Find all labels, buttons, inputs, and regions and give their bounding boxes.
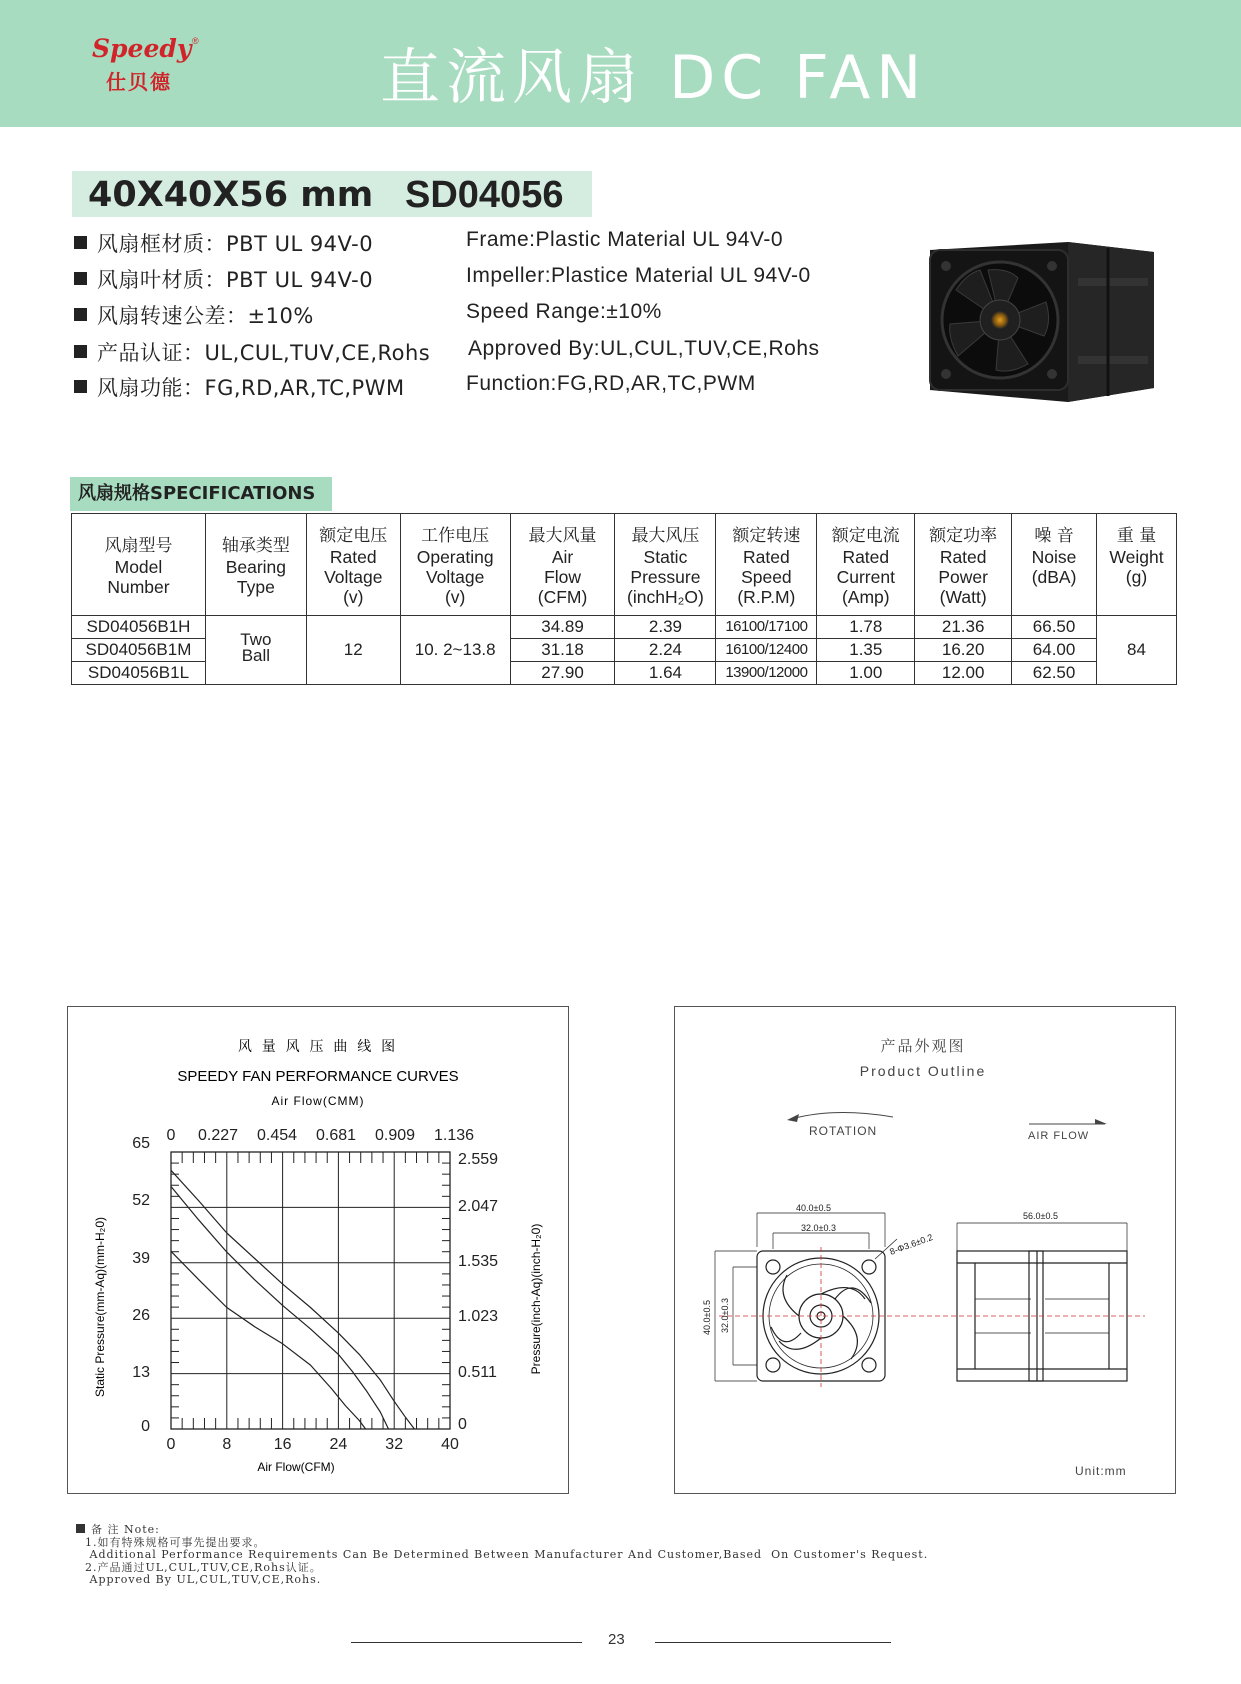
dim-height-hole: 32.0±0.3 xyxy=(720,1298,730,1333)
specs-table xyxy=(71,513,1177,685)
feature-cn: 风扇功能：FG,RD,AR,TC,PWM xyxy=(97,376,405,400)
cell-rated-voltage: 12 xyxy=(306,639,400,662)
dim-holes-diameter: 8-Φ3.6±0.2 xyxy=(888,1232,935,1257)
x-tick-label: 24 xyxy=(329,1436,348,1453)
x-tick-label: 40 xyxy=(441,1436,459,1453)
chart-title: SPEEDY FAN PERFORMANCE CURVES xyxy=(177,1068,459,1085)
right-tick-label: 1.023 xyxy=(458,1308,499,1325)
dim-width: 40.0±0.5 xyxy=(796,1203,831,1213)
footer-rule-left xyxy=(351,1642,582,1643)
cell-current: 1.35 xyxy=(817,639,915,662)
rotation-arrow-icon xyxy=(791,1112,893,1119)
cell-model: SD04056B1L xyxy=(72,662,206,685)
col-rated-speed: 额定转速 Rated Speed (R.P.M) xyxy=(716,514,817,616)
cell-operating-voltage xyxy=(400,616,510,639)
col-rated-voltage: 额定电压 Rated Voltage (v) xyxy=(306,514,400,616)
cell-pressure: 2.24 xyxy=(615,639,716,662)
feature-cn: 风扇框材质：PBT UL 94V-0 xyxy=(97,232,374,256)
cell-power: 21.36 xyxy=(915,616,1012,639)
bullet-icon xyxy=(74,308,87,321)
bullet-icon xyxy=(74,236,87,249)
performance-chart xyxy=(68,1007,568,1493)
top-tick-label: 0.454 xyxy=(256,1127,298,1144)
y-tick-label: 13 xyxy=(132,1364,150,1381)
cell-weight xyxy=(1097,616,1177,639)
cell-power: 16.20 xyxy=(915,639,1012,662)
outline-drawing xyxy=(675,1007,1175,1493)
page-title: 直流风扇 DC FAN xyxy=(380,43,928,113)
cell-power: 12.00 xyxy=(915,662,1012,685)
note-line: Additional Performance Requirements Can Be Determined Between Manufacturer And Customer,Based On Customer's Request. xyxy=(89,1548,929,1561)
performance-curve-1 xyxy=(171,1170,414,1429)
table-row xyxy=(72,616,1177,639)
dim-height: 40.0±0.5 xyxy=(702,1300,712,1335)
table-header-row xyxy=(72,514,1177,616)
model-size: 40X40X56 mm xyxy=(88,175,374,215)
x-tick-label: 0 xyxy=(166,1436,176,1453)
col-model: 风扇型号 Model Number xyxy=(72,514,206,616)
cell-noise: 64.00 xyxy=(1012,639,1097,662)
cell-pressure: 2.39 xyxy=(615,616,716,639)
right-tick-label: 0.511 xyxy=(458,1364,497,1381)
model-code: SD04056 xyxy=(405,174,564,216)
front-view xyxy=(715,1213,925,1387)
outline-title-en: Product Outline xyxy=(859,1063,987,1079)
note-line: 2.产品通过UL,CUL,TUV,CE,Rohs认证。 xyxy=(85,1560,322,1574)
logo-text: Speedy xyxy=(92,34,192,63)
cell-speed: 16100/12400 xyxy=(716,639,817,662)
x-tick-label: 16 xyxy=(273,1436,292,1453)
bullet-icon xyxy=(74,380,87,393)
col-weight: 重 量 Weight (g) xyxy=(1097,514,1177,616)
x-tick-label: 8 xyxy=(222,1436,232,1453)
bullet-icon xyxy=(74,345,87,358)
top-tick-label: 0.681 xyxy=(315,1127,357,1144)
feature-en: Speed Range:±10% xyxy=(466,300,662,323)
cell-current: 1.00 xyxy=(817,662,915,685)
cell-weight xyxy=(1097,662,1177,685)
cell-model: SD04056B1H xyxy=(72,616,206,639)
feature-en: Impeller:Plastice Material UL 94V-0 xyxy=(466,264,811,287)
top-tick-label: 1.136 xyxy=(433,1127,475,1144)
col-rated-current: 额定电流 Rated Current (Amp) xyxy=(817,514,915,616)
side-view xyxy=(927,1223,1145,1381)
brand-logo xyxy=(92,34,212,94)
x-axis-label: Air Flow(CFM) xyxy=(257,1460,335,1474)
col-noise: 噪 音 Noise (dBA) xyxy=(1012,514,1097,616)
unit-label: Unit:mm xyxy=(1075,1464,1127,1478)
cell-air-flow: 34.89 xyxy=(510,616,615,639)
logo-registered-mark: ® xyxy=(192,36,199,46)
notes-block xyxy=(76,1524,928,1587)
airflow-arrowhead-icon xyxy=(1095,1119,1107,1124)
chart-title-cn: 风 量 风 压 曲 线 图 xyxy=(237,1038,399,1054)
feature-cn: 风扇叶材质：PBT UL 94V-0 xyxy=(97,268,374,292)
rotation-arrowhead-icon xyxy=(787,1114,799,1122)
cell-operating-voltage: 10. 2~13.8 xyxy=(400,639,510,662)
bullet-icon xyxy=(76,1524,85,1533)
feature-en: Frame:Plastic Material UL 94V-0 xyxy=(466,228,783,251)
cell-speed: 16100/17100 xyxy=(716,616,817,639)
page-number: 23 xyxy=(608,1631,625,1648)
cell-air-flow: 27.90 xyxy=(510,662,615,685)
top-axis-label: Air Flow(CMM) xyxy=(271,1094,365,1108)
logo-chinese: 仕贝德 xyxy=(106,70,172,94)
feature-en: Approved By:UL,CUL,TUV,CE,Rohs xyxy=(468,337,820,360)
col-bearing: 轴承类型 Bearing Type xyxy=(205,514,306,616)
model-heading xyxy=(72,171,592,217)
performance-chart-panel xyxy=(67,1006,569,1494)
y-tick-label: 39 xyxy=(132,1250,150,1267)
y-tick-label: 52 xyxy=(132,1192,150,1209)
feature-en: Function:FG,RD,AR,TC,PWM xyxy=(466,372,756,395)
y-axis-label: Static Pressure(mm-Aq)(mm-H₂0) xyxy=(93,1217,107,1397)
note-line: 1.如有特殊规格可事先提出要求。 xyxy=(85,1535,266,1549)
header-banner xyxy=(0,0,1241,127)
product-outline-panel xyxy=(674,1006,1176,1494)
cell-current: 1.78 xyxy=(817,616,915,639)
top-tick-label: 0 xyxy=(166,1127,176,1144)
performance-curve-3 xyxy=(171,1251,366,1429)
cell-noise: 66.50 xyxy=(1012,616,1097,639)
feature-cn: 风扇转速公差：±10% xyxy=(97,304,314,328)
y-tick-label: 0 xyxy=(141,1418,150,1435)
dim-hole-spacing: 32.0±0.3 xyxy=(801,1223,836,1233)
col-operating-voltage: 工作电压 Operating Voltage (v) xyxy=(400,514,510,616)
plot-frame xyxy=(171,1152,450,1429)
cell-bearing: Two Ball xyxy=(205,639,306,662)
x-tick-label: 32 xyxy=(385,1436,404,1453)
airflow-label: AIR FLOW xyxy=(1028,1130,1090,1142)
col-air-flow: 最大风量 Air Flow (CFM) xyxy=(510,514,615,616)
right-tick-label: 2.047 xyxy=(458,1198,499,1215)
cell-model: SD04056B1M xyxy=(72,639,206,662)
right-tick-label: 2.559 xyxy=(458,1151,499,1168)
cell-operating-voltage xyxy=(400,662,510,685)
y-tick-label: 65 xyxy=(132,1135,150,1152)
footer-rule-right xyxy=(655,1642,891,1643)
cell-air-flow: 31.18 xyxy=(510,639,615,662)
col-static-pressure: 最大风压 Static Pressure (inchH₂O) xyxy=(615,514,716,616)
col-rated-power: 额定功率 Rated Power (Watt) xyxy=(915,514,1012,616)
cell-weight: 84 xyxy=(1097,639,1177,662)
cell-rated-voltage xyxy=(306,662,400,685)
top-tick-label: 0.909 xyxy=(374,1127,416,1144)
right-tick-label: 1.535 xyxy=(458,1253,499,1270)
table-row xyxy=(72,639,1177,662)
feature-cn: 产品认证：UL,CUL,TUV,CE,Rohs xyxy=(97,341,431,365)
y-tick-label: 26 xyxy=(132,1307,150,1324)
outline-title-cn: 产品外观图 xyxy=(880,1038,966,1055)
rotation-label: ROTATION xyxy=(809,1124,878,1138)
note-line: Approved By UL,CUL,TUV,CE,Rohs. xyxy=(89,1573,322,1586)
top-tick-label: 0.227 xyxy=(197,1127,239,1144)
right-axis-label: Pressure(inch-Aq)(inch-H₂0) xyxy=(529,1223,543,1375)
specs-label: 风扇规格SPECIFICATIONS xyxy=(70,477,332,511)
right-tick-label: 0 xyxy=(458,1416,467,1433)
performance-curve-2 xyxy=(171,1187,389,1430)
cell-pressure: 1.64 xyxy=(615,662,716,685)
dim-depth: 56.0±0.5 xyxy=(1023,1211,1058,1221)
bullet-icon xyxy=(74,272,87,285)
cell-noise: 62.50 xyxy=(1012,662,1097,685)
cell-rated-voltage xyxy=(306,616,400,639)
fan-product-image xyxy=(918,238,1162,402)
cell-speed: 13900/12000 xyxy=(716,662,817,685)
notes-title: 备 注 Note: xyxy=(91,1523,160,1536)
